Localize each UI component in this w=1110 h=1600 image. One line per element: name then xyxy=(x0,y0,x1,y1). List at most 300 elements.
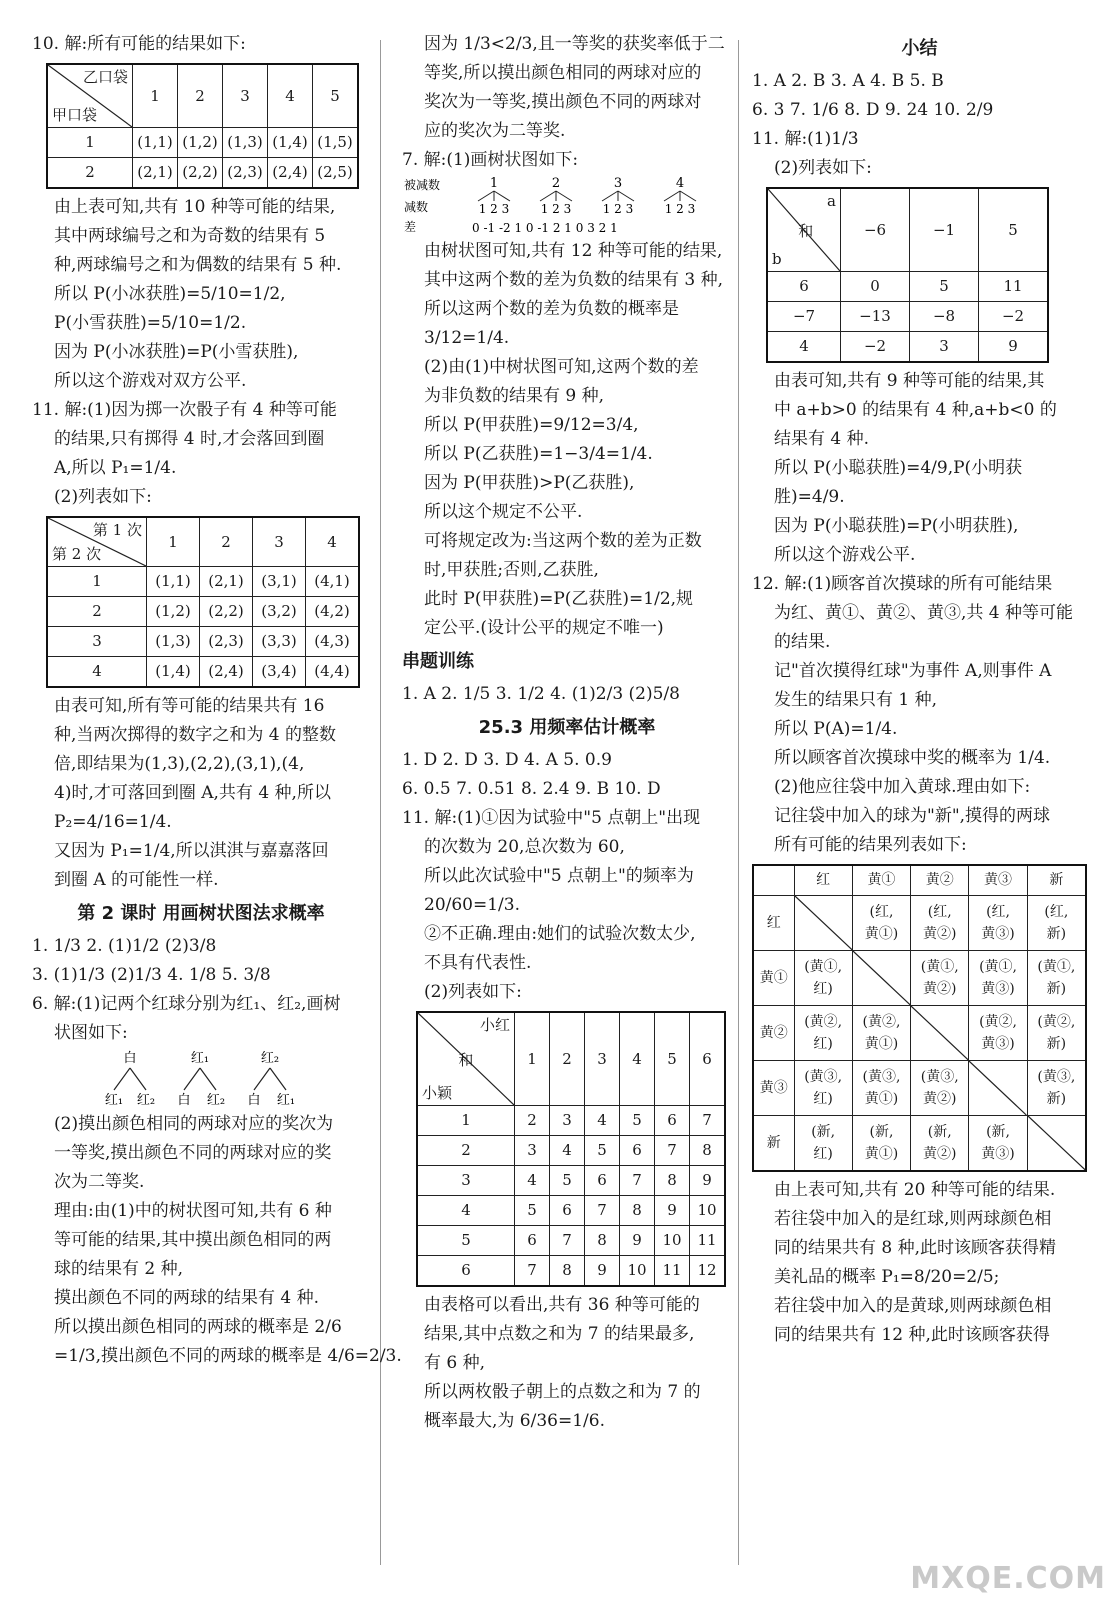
table-cell: 11 xyxy=(690,1226,726,1256)
corner-bottom-label: 第 2 次 xyxy=(52,545,102,563)
table-cell: 3 xyxy=(910,332,979,363)
text-line: 到圈 A 的可能性一样. xyxy=(54,870,219,890)
row-header-cell: 黄② xyxy=(753,1006,794,1061)
table-cell xyxy=(1027,1061,1086,1116)
table-cell: (1,2) xyxy=(178,128,223,158)
cell-line-2: 新) xyxy=(1046,1091,1067,1107)
cell-line-2: 新) xyxy=(1046,926,1067,942)
table-cell xyxy=(794,1006,852,1061)
table-cell: (2,2) xyxy=(178,158,223,189)
column-header-cell: 2 xyxy=(550,1012,585,1106)
column-divider-left xyxy=(380,40,381,1565)
tree-mid-nodes: 1 2 3 xyxy=(664,202,696,216)
cell-line-1: (新, xyxy=(986,1124,1010,1140)
column-header-cell: −6 xyxy=(841,188,910,272)
table-cell: −13 xyxy=(841,302,910,332)
text-line: 时,甲获胜;否则,乙获胜, xyxy=(424,560,599,580)
formula-line: 因为 1/3<2/3,且一等奖的获奖率低于二 xyxy=(424,34,725,54)
table-row xyxy=(417,1136,725,1166)
text-line: 可将规定改为:当这两个数的差为正数 xyxy=(424,531,702,551)
table-cell: 5 xyxy=(550,1166,585,1196)
table-corner-cell xyxy=(753,865,794,896)
answer-line: 6. 0.5 7. 0.51 8. 2.4 9. B 10. D xyxy=(402,779,661,799)
text-line: 由树状图可知,共有 12 种等可能的结果, xyxy=(424,241,723,261)
cell-line-1: (黄②, xyxy=(862,1014,901,1030)
column-header-cell: 3 xyxy=(223,64,268,128)
text-line: 等可能的结果,其中摸出颜色相同的两 xyxy=(54,1230,332,1250)
cell-line-2: 黄②) xyxy=(923,1146,957,1162)
row-header-cell: 新 xyxy=(753,1116,794,1172)
tree-row-label: 差 xyxy=(404,220,417,234)
text-line: 的次数为 20,总次数为 60, xyxy=(424,837,625,857)
text-line: 等奖,所以摸出颜色相同的两球对应的 xyxy=(424,63,702,83)
cell-line-2: 新) xyxy=(1046,1036,1067,1052)
cell-line-1: (红, xyxy=(927,904,952,920)
tree-leaf: 白 xyxy=(177,1093,191,1108)
table-cell: (3,4) xyxy=(253,657,306,688)
formula-line: A,所以 P₁=1/4. xyxy=(54,458,177,478)
cell-line-2: 黄③) xyxy=(981,926,1015,942)
text-line: (2)摸出颜色相同的两球对应的奖次为 xyxy=(54,1114,334,1134)
tree-leaf: 白 xyxy=(247,1093,261,1108)
tree-node: 2 xyxy=(551,176,561,191)
column-header-cell: 新 xyxy=(1027,865,1086,896)
table-cell: 10 xyxy=(620,1256,655,1287)
table-cell: −2 xyxy=(841,332,910,363)
table-cell: 8 xyxy=(550,1256,585,1287)
text-line: 的结果. xyxy=(774,632,831,652)
formula-line: 所以摸出颜色相同的两球的概率是 2/6 xyxy=(54,1317,342,1337)
row-header-cell: 4 xyxy=(417,1196,515,1226)
formula-line: 所以 P(甲获胜)=9/12=3/4, xyxy=(424,415,639,435)
tree-node: 3 xyxy=(613,176,623,191)
q6-heading: 6. 解:(1)记两个红球分别为红₁、红₂,画树 xyxy=(32,994,341,1014)
column-header-cell: 黄② xyxy=(911,865,969,896)
text-line: 一等奖,摸出颜色不同的两球对应的奖 xyxy=(54,1143,332,1163)
table-cell: 8 xyxy=(690,1136,726,1166)
table-cell xyxy=(969,951,1027,1006)
cell-line-2: 黄②) xyxy=(923,926,957,942)
column-header-cell: 3 xyxy=(253,517,306,567)
row-header-cell: 1 xyxy=(417,1106,515,1136)
tree-branch xyxy=(618,191,634,201)
table-cell: 9 xyxy=(620,1226,655,1256)
text-line: (2)他应往袋中加入黄球.理由如下: xyxy=(774,777,1031,797)
table-cell xyxy=(794,951,852,1006)
table-row xyxy=(417,1256,725,1287)
text-line: 因为 P(小聪获胜)=P(小明获胜), xyxy=(774,516,1019,536)
table-cell xyxy=(794,896,852,951)
tree-node: 红₂ xyxy=(260,1051,280,1066)
cell-line-1: (黄②, xyxy=(1037,1014,1076,1030)
tree-branch xyxy=(270,1068,286,1090)
table-cell xyxy=(852,896,910,951)
table-cell: (3,1) xyxy=(253,567,306,597)
table-cell: (2,5) xyxy=(313,158,359,189)
text-line: 由上表可知,共有 20 种等可能的结果. xyxy=(774,1180,1056,1200)
table-cell: (2,1) xyxy=(133,158,178,189)
cell-line-2: 黄①) xyxy=(864,1036,899,1052)
text-line: 由上表可知,共有 10 种等可能的结果, xyxy=(54,197,336,217)
table-cell: 7 xyxy=(690,1106,726,1136)
table-q11 xyxy=(46,516,360,688)
table-header-row xyxy=(753,865,1086,896)
table-cell xyxy=(1027,1116,1086,1172)
table-cell xyxy=(794,1116,852,1172)
tree-leaf: 红₁ xyxy=(104,1093,124,1108)
formula-line: 胜)=4/9. xyxy=(774,487,845,507)
section-heading-lesson2: 第 2 课时 用画树状图法求概率 xyxy=(77,903,325,924)
table-cell xyxy=(911,1061,969,1116)
table-q10 xyxy=(46,63,359,189)
table-cell: −8 xyxy=(910,302,979,332)
cell-line-2: 黄③) xyxy=(981,981,1015,997)
q12-heading: 12. 解:(1)顾客首次摸球的所有可能结果 xyxy=(752,574,1053,594)
table-cell: 6 xyxy=(585,1166,620,1196)
table-cell: (4,3) xyxy=(306,627,360,657)
table-cell: 11 xyxy=(655,1256,690,1287)
text-line: 定公平.(设计公平的规定不唯一) xyxy=(424,618,664,638)
table-cell: 5 xyxy=(585,1136,620,1166)
row-header-cell: 黄③ xyxy=(753,1061,794,1116)
text-line: 由表格可以看出,共有 36 种等可能的 xyxy=(424,1295,700,1315)
cell-line-2: 红) xyxy=(813,1091,833,1107)
table-cell: 9 xyxy=(690,1166,726,1196)
corner-mid-label: 和 xyxy=(798,222,814,241)
table-row xyxy=(47,567,359,597)
row-header-cell: 黄① xyxy=(753,951,794,1006)
column-header-cell: 1 xyxy=(133,64,178,128)
column-divider-right xyxy=(738,40,739,1565)
text-line: (2)由(1)中树状图可知,这两个数的差 xyxy=(424,357,699,377)
table-cell: 5 xyxy=(620,1106,655,1136)
column-header-cell: 6 xyxy=(690,1012,726,1106)
tree-branch xyxy=(494,191,510,201)
table-cell: (1,4) xyxy=(147,657,200,688)
cell-line-1: (黄③, xyxy=(1037,1069,1076,1085)
table-cell: 4 xyxy=(515,1166,550,1196)
watermark-logo: MXQE.COM xyxy=(910,1561,1106,1596)
tree-row-label: 被减数 xyxy=(404,178,441,192)
cell-line-1: (红, xyxy=(869,904,894,920)
table-dice-sum xyxy=(416,1011,726,1287)
table-cell xyxy=(969,1006,1027,1061)
text-line: (2)列表如下: xyxy=(424,982,522,1002)
formula-line: 所以 P(小冰获胜)=5/10=1/2, xyxy=(54,284,286,304)
row-header-cell: 2 xyxy=(417,1136,515,1166)
formula-line: 3/12=1/4. xyxy=(424,328,510,348)
tree-row-label: 减数 xyxy=(404,200,429,214)
table-row xyxy=(767,302,1048,332)
cell-line-1: (黄②, xyxy=(979,1014,1017,1030)
column-header-cell: 5 xyxy=(655,1012,690,1106)
table-row xyxy=(753,1061,1086,1116)
row-header-cell: 2 xyxy=(47,597,147,627)
column-header-cell: 黄③ xyxy=(969,865,1027,896)
column-header-cell: 2 xyxy=(200,517,253,567)
table-cell: 6 xyxy=(655,1106,690,1136)
text-line: 其中两球编号之和为奇数的结果有 5 xyxy=(54,226,326,246)
cell-line-2: 黄①) xyxy=(864,1146,899,1162)
row-header-cell: 3 xyxy=(47,627,147,657)
cell-line-1: (红, xyxy=(1044,904,1069,920)
table-header-row xyxy=(417,1012,725,1106)
text-line: 发生的结果只有 1 种, xyxy=(774,690,938,710)
tree-branch xyxy=(254,1068,270,1090)
column-3 xyxy=(752,30,1087,1350)
tree-branch xyxy=(664,191,680,201)
text-line: 为非负数的结果有 9 种, xyxy=(424,386,605,406)
answer-line: 1. A 2. B 3. A 4. B 5. B xyxy=(752,71,944,91)
table-cell xyxy=(852,1006,910,1061)
text-line: 所有可能的结果列表如下: xyxy=(774,835,967,855)
table-cell: 7 xyxy=(620,1166,655,1196)
column-header-cell: 红 xyxy=(794,865,852,896)
table-row xyxy=(47,158,358,189)
text-line: 记"首次摸得红球"为事件 A,则事件 A xyxy=(774,661,1052,681)
table-cell: 8 xyxy=(620,1196,655,1226)
column-header-cell: 黄① xyxy=(852,865,910,896)
tree-diagram-q7 xyxy=(402,175,722,237)
text-line: 摸出颜色不同的两球的结果有 4 种. xyxy=(54,1288,320,1308)
formula-line: 所以 P(A)=1/4. xyxy=(774,719,898,739)
table-cell: 4 xyxy=(550,1136,585,1166)
row-header-cell: −7 xyxy=(767,302,841,332)
table-cell: 9 xyxy=(585,1256,620,1287)
table-row xyxy=(767,272,1048,302)
text-line: (2)列表如下: xyxy=(774,158,872,178)
tree-branch xyxy=(130,1068,146,1090)
row-header-cell: 4 xyxy=(767,332,841,363)
table-cell: 5 xyxy=(515,1196,550,1226)
tree-branch xyxy=(184,1068,200,1090)
table-row xyxy=(767,332,1048,363)
text-line: 由表可知,所有等可能的结果共有 16 xyxy=(54,696,325,716)
formula-line: 此时 P(甲获胜)=P(乙获胜)=1/2,规 xyxy=(424,589,694,609)
text-line: 应的奖次为二等奖. xyxy=(424,121,566,141)
table-cell xyxy=(794,1061,852,1116)
table-header-row xyxy=(767,188,1048,272)
section-heading-training: 串题训练 xyxy=(402,651,474,672)
formula-line: P(小雪获胜)=5/10=1/2. xyxy=(54,313,247,333)
cell-line-2: 黄②) xyxy=(923,981,957,997)
text-line: 理由:由(1)中的树状图可知,共有 6 种 xyxy=(54,1201,332,1221)
row-header-cell: 红 xyxy=(753,896,794,951)
corner-mid-label: 和 xyxy=(458,1050,474,1069)
table-cell: (1,5) xyxy=(313,128,359,158)
row-header-cell: 6 xyxy=(417,1256,515,1287)
cell-line-1: (黄③, xyxy=(920,1069,959,1085)
formula-line: =1/3,摸出颜色不同的两球的概率是 4/6=2/3. xyxy=(54,1346,402,1366)
tree-node: 白 xyxy=(123,1051,137,1066)
table-cell: 12 xyxy=(690,1256,726,1287)
row-header-cell: 4 xyxy=(47,657,147,688)
table-cell: (1,3) xyxy=(223,128,268,158)
table-cell: 6 xyxy=(550,1196,585,1226)
table-cell xyxy=(911,951,969,1006)
cell-line-1: (新, xyxy=(869,1124,894,1140)
table-cell: 11 xyxy=(979,272,1049,302)
row-header-cell: 6 xyxy=(767,272,841,302)
table-row xyxy=(47,657,359,688)
table-cell: 3 xyxy=(515,1136,550,1166)
formula-line: 所以 P(小聪获胜)=4/9,P(小明获 xyxy=(774,458,1023,478)
tree-branch xyxy=(556,191,572,201)
cell-line-1: (黄①, xyxy=(1037,959,1076,975)
text-line: 所以两枚骰子朝上的点数之和为 7 的 xyxy=(424,1382,701,1402)
answer-line: 1. 1/3 2. (1)1/2 (2)3/8 xyxy=(32,936,217,956)
text-line: 球的结果有 2 种, xyxy=(54,1259,184,1279)
corner-bottom-label: 小颖 xyxy=(422,1084,453,1102)
table-cell xyxy=(911,1006,969,1061)
table-cell: (1,3) xyxy=(147,627,200,657)
table-cell: 2 xyxy=(515,1106,550,1136)
table-row xyxy=(47,627,359,657)
table-cell xyxy=(911,896,969,951)
text-line: 结果,其中点数之和为 7 的结果最多, xyxy=(424,1324,695,1344)
table-cell: 3 xyxy=(550,1106,585,1136)
table-row xyxy=(753,951,1086,1006)
cell-line-2: 黄②) xyxy=(923,1091,957,1107)
cell-line-1: (新, xyxy=(927,1124,952,1140)
table-cell xyxy=(969,1061,1027,1116)
table-corner-cell xyxy=(767,188,841,272)
text-line: 有 6 种, xyxy=(424,1353,486,1373)
table-cell xyxy=(1027,951,1086,1006)
cell-line-1: (黄①, xyxy=(804,959,843,975)
corner-bottom-label: 甲口袋 xyxy=(52,106,98,124)
cell-line-2: 黄③) xyxy=(981,1036,1015,1052)
table-cell: (2,4) xyxy=(200,657,253,688)
table-balls xyxy=(752,864,1087,1172)
corner-bottom-label: b xyxy=(772,250,782,268)
tree-branch xyxy=(680,191,696,201)
table-cell: 0 xyxy=(841,272,910,302)
table-cell xyxy=(1027,1006,1086,1061)
table-cell: 7 xyxy=(585,1196,620,1226)
column-header-cell: −1 xyxy=(910,188,979,272)
text-line: 为红、黄①、黄②、黄③,共 4 种等可能 xyxy=(774,603,1074,623)
text-line: 记往袋中加入的球为"新",摸得的两球 xyxy=(774,806,1051,826)
section-heading-summary: 小结 xyxy=(901,38,938,59)
cell-line-2: 新) xyxy=(1046,981,1067,997)
formula-line: 20/60=1/3. xyxy=(424,895,520,915)
table-header-row xyxy=(47,517,359,567)
text-line: 状图如下: xyxy=(54,1023,128,1043)
cell-line-2: 黄①) xyxy=(864,926,899,942)
text-line: 所以这个规定不公平. xyxy=(424,502,583,522)
tree-leaf: 红₂ xyxy=(136,1093,156,1108)
q7-heading: 7. 解:(1)画树状图如下: xyxy=(402,150,579,170)
formula-line: 所以 P(乙获胜)=1−3/4=1/4. xyxy=(424,444,653,464)
cell-line-2: 黄①) xyxy=(864,1091,899,1107)
text-line: 4)时,才可落回到圈 A,共有 4 种,所以 xyxy=(54,783,331,803)
table-row xyxy=(753,1006,1086,1061)
answer-line: 6. 3 7. 1/6 8. D 9. 24 10. 2/9 xyxy=(752,100,994,120)
answer-line: 3. (1)1/3 (2)1/3 4. 1/8 5. 3/8 xyxy=(32,965,271,985)
tree-mid-nodes: 1 2 3 xyxy=(540,202,572,216)
cell-line-1: (红, xyxy=(986,904,1010,920)
text-line: 若往袋中加入的是黄球,则两球颜色相 xyxy=(774,1296,1052,1316)
table-row xyxy=(753,1116,1086,1172)
row-header-cell: 5 xyxy=(417,1226,515,1256)
column-header-cell: 4 xyxy=(306,517,360,567)
table-cell: (2,3) xyxy=(200,627,253,657)
text-line: 所以这个游戏对双方公平. xyxy=(54,371,247,391)
text-line: 种,当两次掷得的数字之和为 4 的整数 xyxy=(54,725,337,745)
cell-line-2: 红) xyxy=(813,981,833,997)
column-header-cell: 2 xyxy=(178,64,223,128)
table-row xyxy=(417,1226,725,1256)
corner-top-label: 乙口袋 xyxy=(82,68,128,86)
q10-heading: 10. 解:所有可能的结果如下: xyxy=(32,34,246,54)
cell-line-1: (新, xyxy=(811,1124,836,1140)
table-cell: (2,3) xyxy=(223,158,268,189)
table-cell xyxy=(852,951,910,1006)
table-row xyxy=(753,896,1086,951)
table-cell: 9 xyxy=(655,1196,690,1226)
formula-line: 所以顾客首次摸球中奖的概率为 1/4. xyxy=(774,748,1051,768)
table-cell: 7 xyxy=(515,1256,550,1287)
answer-line: 1. A 2. 1/5 3. 1/2 4. (1)2/3 (2)5/8 xyxy=(402,684,680,704)
table-cell: (2,4) xyxy=(268,158,313,189)
tree-node: 4 xyxy=(675,176,685,191)
column-2 xyxy=(402,30,732,1436)
formula-line: 概率最大,为 6/36=1/6. xyxy=(424,1411,605,1431)
corner-top-label: a xyxy=(827,192,836,210)
text-line: 的结果,只有掷得 4 时,才会落回到圈 xyxy=(54,429,325,449)
tree-branch xyxy=(114,1068,130,1090)
column-header-cell: 1 xyxy=(147,517,200,567)
column-header-cell: 5 xyxy=(979,188,1049,272)
table-cell: (4,1) xyxy=(306,567,360,597)
tree-leaf: 红₂ xyxy=(206,1093,226,1108)
table-cell: (3,3) xyxy=(253,627,306,657)
table-cell: (3,2) xyxy=(253,597,306,627)
corner-top-label: 小红 xyxy=(479,1016,510,1034)
formula-line: P₂=4/16=1/4. xyxy=(54,812,172,832)
cell-line-2: 红) xyxy=(813,1146,833,1162)
tree-node: 1 xyxy=(489,176,499,191)
column-header-cell: 3 xyxy=(585,1012,620,1106)
table-row xyxy=(417,1196,725,1226)
text-line: 同的结果共有 12 种,此时该顾客获得 xyxy=(774,1325,1050,1345)
table-cell: 8 xyxy=(655,1166,690,1196)
table-row xyxy=(47,128,358,158)
table-cell xyxy=(969,896,1027,951)
table-cell: 5 xyxy=(910,272,979,302)
column-header-cell: 4 xyxy=(268,64,313,128)
text-line: 又因为 P₁=1/4,所以淇淇与嘉嘉落回 xyxy=(54,841,329,861)
tree-branch xyxy=(602,191,618,201)
tree-mid-nodes: 1 2 3 xyxy=(602,202,634,216)
table-row xyxy=(47,597,359,627)
q11-heading: 11. 解:(1)因为掷一次骰子有 4 种等可能 xyxy=(32,400,337,420)
column-header-cell: 4 xyxy=(620,1012,655,1106)
formula-line: 美礼品的概率 P₁=8/20=2/5; xyxy=(774,1267,1000,1287)
tree-leaf: 红₁ xyxy=(276,1093,296,1108)
table-cell xyxy=(1027,896,1086,951)
tree-diagram-q6 xyxy=(92,1048,392,1110)
column-1 xyxy=(32,30,402,1371)
text-line: 因为 P(甲获胜)>P(乙获胜), xyxy=(424,473,635,493)
table-a-plus-b xyxy=(766,187,1049,363)
column-header-cell: 5 xyxy=(313,64,359,128)
table-cell: (1,1) xyxy=(147,567,200,597)
table-row xyxy=(417,1106,725,1136)
row-header-cell: 1 xyxy=(47,567,147,597)
table-cell xyxy=(969,1116,1027,1172)
